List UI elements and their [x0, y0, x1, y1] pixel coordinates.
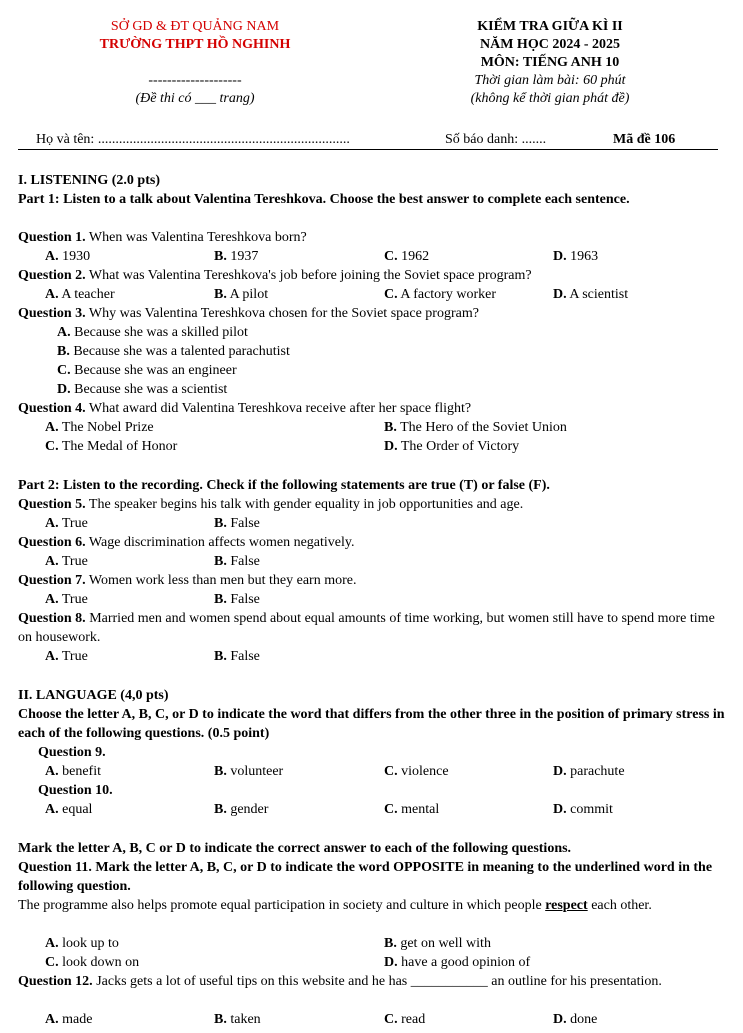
option-b: B. volunteer: [214, 764, 284, 779]
header-dashes: --------------------: [148, 73, 242, 88]
mcq-instruction: Mark the letter A, B, C or D to indicate the correct answer to each of the following questions.: [18, 841, 572, 856]
part2-instruction: Part 2: Listen to the recording. Check if the following statements are true (T) or false (F).: [18, 478, 550, 493]
options-q6: [18, 552, 728, 571]
question-text: Why was Valentina Tereshkova chosen for the Soviet space program?: [85, 306, 479, 321]
option-c: C. look down on: [45, 955, 140, 970]
question-3: [18, 304, 728, 323]
section-listening-title: I. LISTENING (2.0 pts): [18, 173, 160, 188]
option-c: C. violence: [384, 764, 449, 779]
options-q4-row1: [18, 418, 728, 437]
part1-instruction: Part 1: Listen to a talk about Valentina Tereshkova. Choose the best answer to complete each sentence.: [18, 192, 630, 207]
options-q5: [18, 514, 728, 533]
options-q11-row2: [18, 953, 728, 972]
question-2: [18, 266, 728, 285]
option-b: B. gender: [214, 802, 269, 817]
question-label: Question 1.: [18, 230, 86, 245]
question-label: Question 8.: [18, 611, 86, 626]
question-12: [18, 972, 728, 1010]
page-count: (Đề thi có ___ trang): [135, 91, 255, 106]
question-label: Question 6.: [18, 535, 86, 550]
question-11-label: Question 11. Mark the letter A, B, C, or D to indicate the word OPPOSITE in meaning to the underlined word in the following question.: [18, 860, 713, 894]
option-c: C. read: [384, 1012, 426, 1027]
options-q10: [18, 800, 728, 819]
department-name: SỞ GD & ĐT QUẢNG NAM: [110, 19, 280, 34]
question-8: [18, 609, 728, 647]
option-a: A. look up to: [45, 936, 119, 951]
header-right: [430, 18, 670, 108]
option-b: B. Because she was a talented parachutist: [57, 344, 290, 359]
question-9-label: Question 9.: [38, 745, 106, 760]
question-label: Question 7.: [18, 573, 86, 588]
option-b: B. get on well with: [384, 936, 491, 951]
question-text: When was Valentina Tereshkova born?: [85, 230, 307, 245]
options-q4-row2: [18, 437, 728, 456]
exam-title: KIỂM TRA GIỮA KÌ II: [477, 19, 623, 34]
question-text: Women work less than men but they earn more.: [85, 573, 357, 588]
exam-content: [18, 171, 728, 1029]
options-q11-row1: [18, 934, 728, 953]
underlined-word: respect: [545, 898, 588, 913]
option-true: A. True: [45, 649, 88, 664]
question-label: Question 3.: [18, 306, 86, 321]
question-text: What award did Valentina Tereshkova receive after her space flight?: [85, 401, 472, 416]
school-name: TRƯỜNG THPT HỒ NGHINH: [99, 37, 291, 52]
option-b: B. taken: [214, 1012, 261, 1027]
option-d: D. have a good opinion of: [384, 955, 531, 970]
question-10-label: Question 10.: [38, 783, 113, 798]
option-d: D. commit: [553, 802, 613, 817]
option-a: A. Because she was a skilled pilot: [57, 325, 248, 340]
option-a: A. 1930: [45, 249, 91, 264]
question-5: [18, 495, 728, 514]
options-q12: [18, 1010, 728, 1029]
option-c: C. A factory worker: [384, 287, 496, 302]
question-label: Question 4.: [18, 401, 86, 416]
question-11-sentence: The programme also helps promote equal participation in society and culture in which people respect each other.: [18, 898, 652, 913]
question-6: [18, 533, 728, 552]
option-d: D. Because she was a scientist: [57, 382, 228, 397]
option-a: A. benefit: [45, 764, 101, 779]
question-text: Jacks gets a lot of useful tips on this website and he has ___________ an outline for his presentation.: [92, 974, 662, 989]
question-text: Wage discrimination affects women negatively.: [85, 535, 355, 550]
question-4: [18, 399, 728, 418]
option-d: D. 1963: [553, 249, 599, 264]
time-note: (không kể thời gian phát đề): [470, 91, 630, 106]
exam-code: Mã đề 106: [613, 132, 676, 147]
header-divider: [18, 149, 718, 150]
stress-instruction: Choose the letter A, B, C, or D to indicate the word that differs from the other three in the position of primary stress in each of the following questions. (0.5 point): [18, 707, 725, 741]
subject: MÔN: TIẾNG ANH 10: [480, 55, 620, 70]
option-c: C. 1962: [384, 249, 430, 264]
question-7: [18, 571, 728, 590]
option-c: C. The Medal of Honor: [45, 439, 178, 454]
question-text: The speaker begins his talk with gender equality in job opportunities and age.: [85, 497, 524, 512]
question-label: Question 2.: [18, 268, 86, 283]
option-a: A. equal: [45, 802, 93, 817]
options-q1: [18, 247, 728, 266]
option-b: B. A pilot: [214, 287, 269, 302]
question-text: Married men and women spend about equal amounts of time working, but women still have to spend more time on housework.: [18, 611, 715, 645]
options-q9: [18, 762, 728, 781]
options-q8: [18, 647, 728, 666]
option-b: B. The Hero of the Soviet Union: [384, 420, 567, 435]
option-false: B. False: [214, 516, 260, 531]
option-true: A. True: [45, 516, 88, 531]
name-field: Họ và tên: ........................................................................: [36, 132, 350, 147]
option-d: D. The Order of Victory: [384, 439, 520, 454]
option-false: B. False: [214, 649, 260, 664]
question-text: What was Valentina Tereshkova's job before joining the Soviet space program?: [85, 268, 532, 283]
option-true: A. True: [45, 592, 88, 607]
section-language-title: II. LANGUAGE (4,0 pts): [18, 688, 169, 703]
question-label: Question 5.: [18, 497, 86, 512]
option-false: B. False: [214, 592, 260, 607]
question-label: Question 12.: [18, 974, 93, 989]
candidate-number-field: Số báo danh: .......: [445, 132, 547, 147]
school-year: NĂM HỌC 2024 - 2025: [480, 37, 620, 52]
option-a: A. A teacher: [45, 287, 115, 302]
header-left: [60, 18, 330, 108]
option-a: A. The Nobel Prize: [45, 420, 154, 435]
option-a: A. made: [45, 1012, 93, 1027]
option-b: B. 1937: [214, 249, 259, 264]
option-d: D. done: [553, 1012, 598, 1027]
options-q7: [18, 590, 728, 609]
options-q2: [18, 285, 728, 304]
option-d: D. A scientist: [553, 287, 629, 302]
option-c: C. mental: [384, 802, 440, 817]
student-info: [36, 130, 718, 148]
exam-time: Thời gian làm bài: 60 phút: [474, 73, 626, 88]
option-c: C. Because she was an engineer: [57, 363, 237, 378]
option-d: D. parachute: [553, 764, 625, 779]
question-1: [18, 228, 728, 247]
option-false: B. False: [214, 554, 260, 569]
option-true: A. True: [45, 554, 88, 569]
